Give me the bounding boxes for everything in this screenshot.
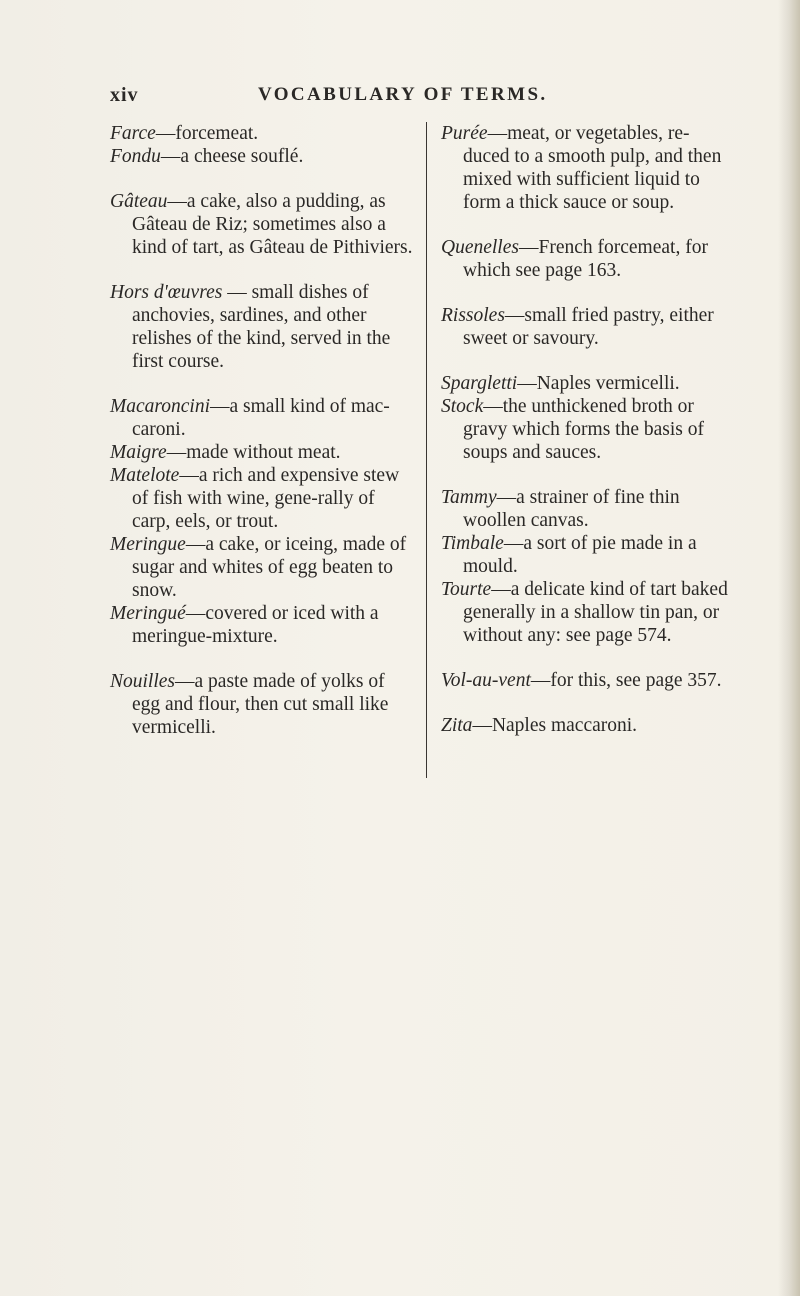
entry-meringue-covered (110, 602, 416, 648)
entry-zita (441, 714, 731, 737)
entry-term: Tammy (441, 487, 497, 508)
entry-definition: —a sort of pie made in a mould. (463, 533, 697, 577)
entry-definition: —Naples vermicelli. (517, 373, 680, 394)
entry-term: Vol-au-vent (441, 670, 531, 691)
entry-vol-au-vent (441, 669, 731, 692)
entry-definition: —a rich and expensive stew of fish with wine, gene-rally of carp, eels, or trout. (132, 465, 400, 532)
entry-term: Macaroncini (110, 396, 211, 417)
entry-tourte (441, 578, 731, 647)
entry-term: Nouilles (110, 671, 176, 692)
entry-term: Tourte (441, 579, 492, 600)
entry-definition: —Naples maccaroni. (472, 715, 638, 736)
entry-term: Fondu (110, 146, 161, 167)
entry-rissoles (441, 304, 731, 350)
entry-definition: —a small kind of mac-caroni. (132, 396, 390, 440)
entry-definition: —a cheese souflé. (160, 146, 304, 167)
entry-definition: —a cake, also a pudding, as Gâteau de Riz; sometimes also a kind of tart, as Gâteau de Pithiviers. (132, 191, 413, 258)
entry-farce (110, 122, 416, 145)
page-edge-shadow (778, 0, 800, 1296)
entry-nouilles (110, 670, 416, 739)
entry-term: Matelote (110, 465, 180, 486)
entry-definition: —forcemeat. (155, 123, 259, 144)
entry-fondu (110, 145, 416, 168)
entry-tammy (441, 486, 731, 532)
entry-puree (441, 122, 731, 214)
entry-maigre (110, 441, 416, 464)
entry-definition: —the unthickened broth or gravy which forms the basis of soups and sauces. (463, 396, 704, 463)
right-column (426, 122, 731, 778)
entry-term: Spargletti (441, 373, 518, 394)
entry-quenelles (441, 236, 731, 282)
entry-meringue (110, 533, 416, 602)
entry-term: Quenelles (441, 237, 519, 258)
entry-stock (441, 395, 731, 464)
entry-definition: —meat, or vegetables, re-duced to a smooth pulp, and then mixed with sufficient liquid to form a thick sauce or soup. (463, 123, 722, 213)
entry-term: Gâteau (110, 191, 168, 212)
entry-macaroncini (110, 395, 416, 441)
entry-spargletti (441, 372, 731, 395)
entry-definition: —made without meat. (166, 442, 341, 463)
entry-definition: —a paste made of yolks of egg and flour, then cut small like vermicelli. (132, 671, 389, 738)
running-title: VOCABULARY OF TERMS. (258, 84, 548, 105)
entry-term: Meringué (110, 603, 186, 624)
entry-definition: —French forcemeat, for which see page 163. (463, 237, 708, 281)
entry-timbale (441, 532, 731, 578)
entry-term: Zita (441, 715, 473, 736)
entry-term: Meringue (110, 534, 186, 555)
entry-term: Maigre (110, 442, 167, 463)
entry-definition: —small fried pastry, either sweet or savoury. (463, 305, 714, 349)
entry-definition: —a delicate kind of tart baked generally in a shallow tin pan, or without any: see page 574. (463, 579, 728, 646)
entry-term: Timbale (441, 533, 504, 554)
entry-matelote (110, 464, 416, 533)
entry-definition: —for this, see page 357. (530, 670, 722, 691)
entry-term: Rissoles (441, 305, 505, 326)
entry-term: Hors d'œuvres (110, 282, 223, 303)
left-column (110, 122, 416, 739)
entry-term: Stock (441, 396, 484, 417)
entry-definition: —covered or iced with a meringue-mixture. (132, 603, 379, 647)
page-header (0, 84, 800, 114)
entry-definition: —a cake, or iceing, made of sugar and whites of egg beaten to snow. (132, 534, 407, 601)
entry-gateau (110, 190, 416, 259)
page-number: xiv (110, 84, 139, 106)
entry-hors-doeuvres (110, 281, 416, 373)
entry-definition: —a strainer of fine thin woollen canvas. (463, 487, 680, 531)
entry-definition: — small dishes of anchovies, sardines, and other relishes of the kind, served in the first course. (132, 282, 391, 372)
entry-term: Farce (110, 123, 156, 144)
entry-term: Purée (441, 123, 488, 144)
